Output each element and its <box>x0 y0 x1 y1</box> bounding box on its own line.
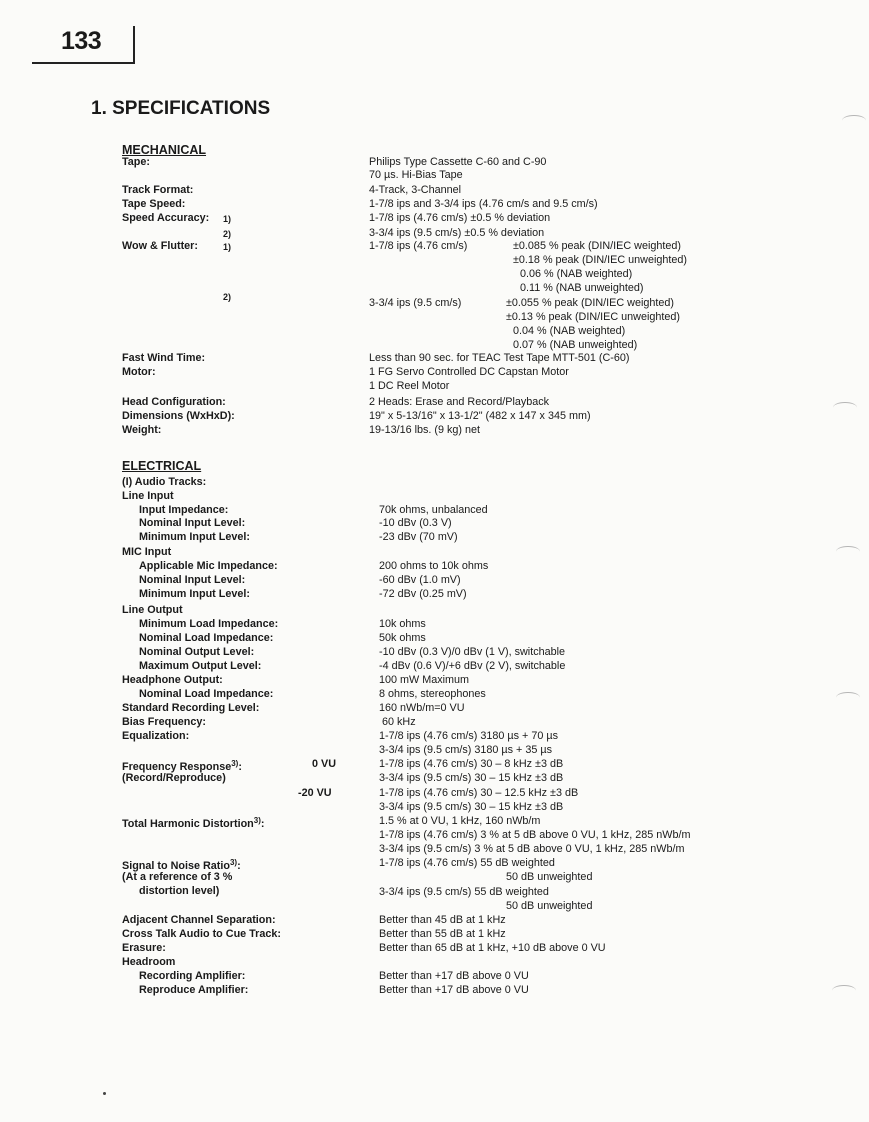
spec-label: Nominal Load Impedance: <box>139 688 274 700</box>
spec-value: 4-Track, 3-Channel <box>369 184 462 196</box>
spec-value: 10k ohms <box>379 618 426 630</box>
page-number: 133 <box>61 27 102 55</box>
footnote-marker: 3) <box>253 816 261 825</box>
spec-value: 160 nWb/m=0 VU <box>379 702 465 714</box>
spec-value: 50k ohms <box>379 632 426 644</box>
spec-value: 1-7/8 ips (4.76 cm/s) ±0.5 % deviation <box>369 212 551 224</box>
margin-mark <box>836 546 860 557</box>
spec-value: 1 DC Reel Motor <box>369 380 450 392</box>
spec-value: 1-7/8 ips (4.76 cm/s) 3180 µs + 70 µs <box>379 730 558 742</box>
spec-value: 1.5 % at 0 VU, 1 kHz, 160 nWb/m <box>379 815 541 827</box>
spec-value: 1-7/8 ips and 3-3/4 ips (4.76 cm/s and 9.5 cm/s) <box>369 198 598 210</box>
spec-label: Line Input <box>122 490 174 502</box>
spec-label: Nominal Input Level: <box>139 517 246 529</box>
spec-value: 0.04 % (NAB weighted) <box>513 325 626 337</box>
spec-label <box>122 815 265 830</box>
spec-value: 2 Heads: Erase and Record/Playback <box>369 396 550 408</box>
spec-label: Equalization: <box>122 730 190 742</box>
page-title: 1. SPECIFICATIONS <box>91 98 271 119</box>
spec-value: Better than 55 dB at 1 kHz <box>379 928 506 940</box>
spec-label: Minimum Load Impedance: <box>139 618 279 630</box>
spec-label: Motor: <box>122 366 156 378</box>
level-tag: 0 VU <box>312 758 337 770</box>
spec-label: Headphone Output: <box>122 674 223 686</box>
footnote-marker: 2) <box>223 292 232 302</box>
spec-value: 0.07 % (NAB unweighted) <box>513 339 638 351</box>
spec-value: Less than 90 sec. for TEAC Test Tape MTT-501 (C-60) <box>369 352 630 364</box>
spec-label: Tape Speed: <box>122 198 186 210</box>
section-heading-mechanical: MECHANICAL <box>122 143 207 157</box>
spec-label: Dimensions (WxHxD): <box>122 410 235 422</box>
spec-value: -10 dBv (0.3 V)/0 dBv (1 V), switchable <box>379 646 566 658</box>
spec-label: Input Impedance: <box>139 504 229 516</box>
spec-label: (At a reference of 3 % <box>122 871 233 883</box>
spec-value: 3-3/4 ips (9.5 cm/s) 30 – 15 kHz ±3 dB <box>379 801 564 813</box>
spec-value: 0.11 % (NAB unweighted) <box>520 282 644 294</box>
spec-value: 1-7/8 ips (4.76 cm/s) 3 % at 5 dB above 0 VU, 1 kHz, 285 nWb/m <box>379 829 691 841</box>
spec-label: Erasure: <box>122 942 166 954</box>
footnote-marker: 1) <box>223 242 232 252</box>
spec-label: Track Format: <box>122 184 194 196</box>
spec-label: Speed Accuracy: <box>122 212 210 224</box>
spec-value: 1-7/8 ips (4.76 cm/s) 30 – 8 kHz ±3 dB <box>379 758 564 770</box>
spec-label: Headroom <box>122 956 176 968</box>
label-colon: : <box>238 761 242 773</box>
scan-speck <box>103 1092 106 1095</box>
spec-value: ±0.18 % peak (DIN/IEC unweighted) <box>513 254 687 266</box>
spec-value: 70k ohms, unbalanced <box>379 504 488 516</box>
spec-value: Better than +17 dB above 0 VU <box>379 984 529 996</box>
spec-label: Tape: <box>122 156 150 168</box>
spec-label: Reproduce Amplifier: <box>139 984 249 996</box>
header-rule-vertical <box>133 26 135 64</box>
spec-label: Head Configuration: <box>122 396 226 408</box>
spec-label-text: Signal to Noise Ratio <box>122 860 230 872</box>
spec-value: 3-3/4 ips (9.5 cm/s) ±0.5 % deviation <box>369 227 545 239</box>
spec-label: Applicable Mic Impedance: <box>139 560 278 572</box>
spec-label: Cross Talk Audio to Cue Track: <box>122 928 281 940</box>
spec-label: Bias Frequency: <box>122 716 207 728</box>
spec-value: ±0.055 % peak (DIN/IEC weighted) <box>506 297 674 309</box>
spec-value: -10 dBv (0.3 V) <box>379 517 452 529</box>
spec-label: Nominal Load Impedance: <box>139 632 274 644</box>
spec-label: distortion level) <box>139 885 220 897</box>
spec-value: 19-13/16 lbs. (9 kg) net <box>369 424 481 436</box>
spec-label: (I) Audio Tracks: <box>122 476 207 488</box>
spec-label-text: Frequency Response <box>122 761 232 773</box>
spec-label: Nominal Output Level: <box>139 646 255 658</box>
spec-value: 1-7/8 ips (4.76 cm/s) <box>369 240 468 252</box>
spec-value: 50 dB unweighted <box>506 871 593 883</box>
spec-value: 1-7/8 ips (4.76 cm/s) 30 – 12.5 kHz ±3 dB <box>379 787 579 799</box>
spec-value: 8 ohms, stereophones <box>379 688 486 700</box>
spec-label: Line Output <box>122 604 183 616</box>
spec-value: 3-3/4 ips (9.5 cm/s) 3 % at 5 dB above 0 VU, 1 kHz, 285 nWb/m <box>379 843 685 855</box>
spec-value: 3-3/4 ips (9.5 cm/s) 3180 µs + 35 µs <box>379 744 552 756</box>
spec-value: ±0.085 % peak (DIN/IEC weighted) <box>513 240 681 252</box>
margin-mark <box>833 402 857 413</box>
spec-label: Adjacent Channel Separation: <box>122 914 276 926</box>
header-rule-horizontal <box>32 62 135 64</box>
spec-value: 19" x 5-13/16" x 13-1/2" (482 x 147 x 345 mm) <box>369 410 591 422</box>
spec-value: Better than +17 dB above 0 VU <box>379 970 529 982</box>
spec-value: Philips Type Cassette C-60 and C-90 <box>369 156 547 168</box>
spec-label: Wow & Flutter: <box>122 240 198 252</box>
spec-value: 0.06 % (NAB weighted) <box>520 268 633 280</box>
level-tag: -20 VU <box>298 787 332 799</box>
spec-value: 50 dB unweighted <box>506 900 593 912</box>
spec-label: Weight: <box>122 424 162 436</box>
spec-label: Nominal Input Level: <box>139 574 246 586</box>
spec-label: Minimum Input Level: <box>139 531 250 543</box>
footnote-marker: 3) <box>231 759 239 768</box>
spec-value: -23 dBv (70 mV) <box>379 531 458 543</box>
spec-label <box>122 857 241 872</box>
footnote-marker: 3) <box>229 858 238 867</box>
spec-value: 100 mW Maximum <box>379 674 469 686</box>
section-heading-electrical: ELECTRICAL <box>122 459 202 473</box>
spec-value: 3-3/4 ips (9.5 cm/s) 30 – 15 kHz ±3 dB <box>379 772 564 784</box>
margin-mark <box>842 115 866 126</box>
spec-label: Maximum Output Level: <box>139 660 262 672</box>
spec-label: MIC Input <box>122 546 172 558</box>
spec-value: 1 FG Servo Controlled DC Capstan Motor <box>369 366 569 378</box>
margin-mark <box>832 985 856 996</box>
spec-label <box>122 758 242 773</box>
footnote-marker: 1) <box>223 214 232 224</box>
spec-value: -72 dBv (0.25 mV) <box>379 588 467 600</box>
footnote-marker: 2) <box>223 229 232 239</box>
spec-label: Fast Wind Time: <box>122 352 206 364</box>
spec-value: 70 µs. Hi-Bias Tape <box>369 169 463 181</box>
spec-value: 3-3/4 ips (9.5 cm/s) <box>369 297 462 309</box>
spec-value: -4 dBv (0.6 V)/+6 dBv (2 V), switchable <box>379 660 566 672</box>
spec-value: Better than 45 dB at 1 kHz <box>379 914 506 926</box>
label-colon: : <box>260 818 265 830</box>
spec-value: 60 kHz <box>382 716 416 728</box>
spec-value: 200 ohms to 10k ohms <box>379 560 489 572</box>
spec-label: Recording Amplifier: <box>139 970 246 982</box>
spec-label-text: Total Harmonic Distortion <box>122 818 254 830</box>
label-colon: : <box>237 860 241 872</box>
spec-value: -60 dBv (1.0 mV) <box>379 574 461 586</box>
spec-label: (Record/Reproduce) <box>122 772 226 784</box>
spec-value: Better than 65 dB at 1 kHz, +10 dB above 0 VU <box>379 942 606 954</box>
spec-value: ±0.13 % peak (DIN/IEC unweighted) <box>506 311 680 323</box>
spec-label: Minimum Input Level: <box>139 588 250 600</box>
margin-mark <box>836 692 860 703</box>
spec-value: 1-7/8 ips (4.76 cm/s) 55 dB weighted <box>379 857 555 869</box>
spec-value: 3-3/4 ips (9.5 cm/s) 55 dB weighted <box>379 886 549 898</box>
spec-label: Standard Recording Level: <box>122 702 260 714</box>
